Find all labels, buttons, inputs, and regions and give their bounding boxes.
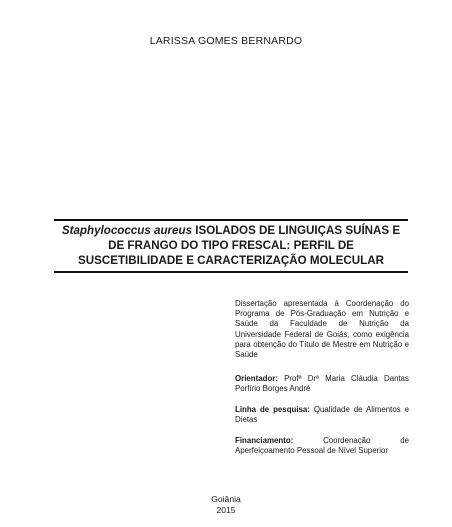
author-name: LARISSA GOMES BERNARDO (149, 35, 303, 47)
funding-value: Coordenação de Aperfeiçoamento Pessoal de Nível Superior (235, 436, 409, 456)
advisor-block (235, 374, 409, 394)
research-line-label: Linha de pesquisa: (235, 405, 310, 414)
title-main-text: ISOLADOS DE LINGUIÇAS SUÍNAS E DE FRANGO DO TIPO FRESCAL: PERFIL DE SUSCETIBILIDADE E CARACTERIZAÇÃO MOLECULAR (78, 224, 401, 267)
dissertation-title (54, 219, 408, 273)
dissertation-note: Dissertação apresentada à Coordenação do Programa de Pós-Graduação em Nutrição e Saúde da Faculdade de Nutrição da Universidade Federal de Goiás, como exigência para obtenção do Título de Mestre em Nutrição e Saúde (235, 299, 409, 360)
research-line-value: Qualidade de Alimentos e Dietas (235, 405, 409, 425)
advisor-value: Profª Drª Maria Cláudia Dantas Porfírio Borges André (235, 374, 409, 394)
funding-block (235, 436, 409, 456)
funding-label: Financiamento: (235, 436, 294, 445)
title-species-name: Staphylococcus aureus (61, 224, 193, 237)
footer-year: 2015 (216, 505, 236, 515)
footer-city: Goiânia (211, 494, 241, 504)
advisor-label: Orientador: (235, 374, 278, 383)
research-line-block (235, 405, 409, 425)
